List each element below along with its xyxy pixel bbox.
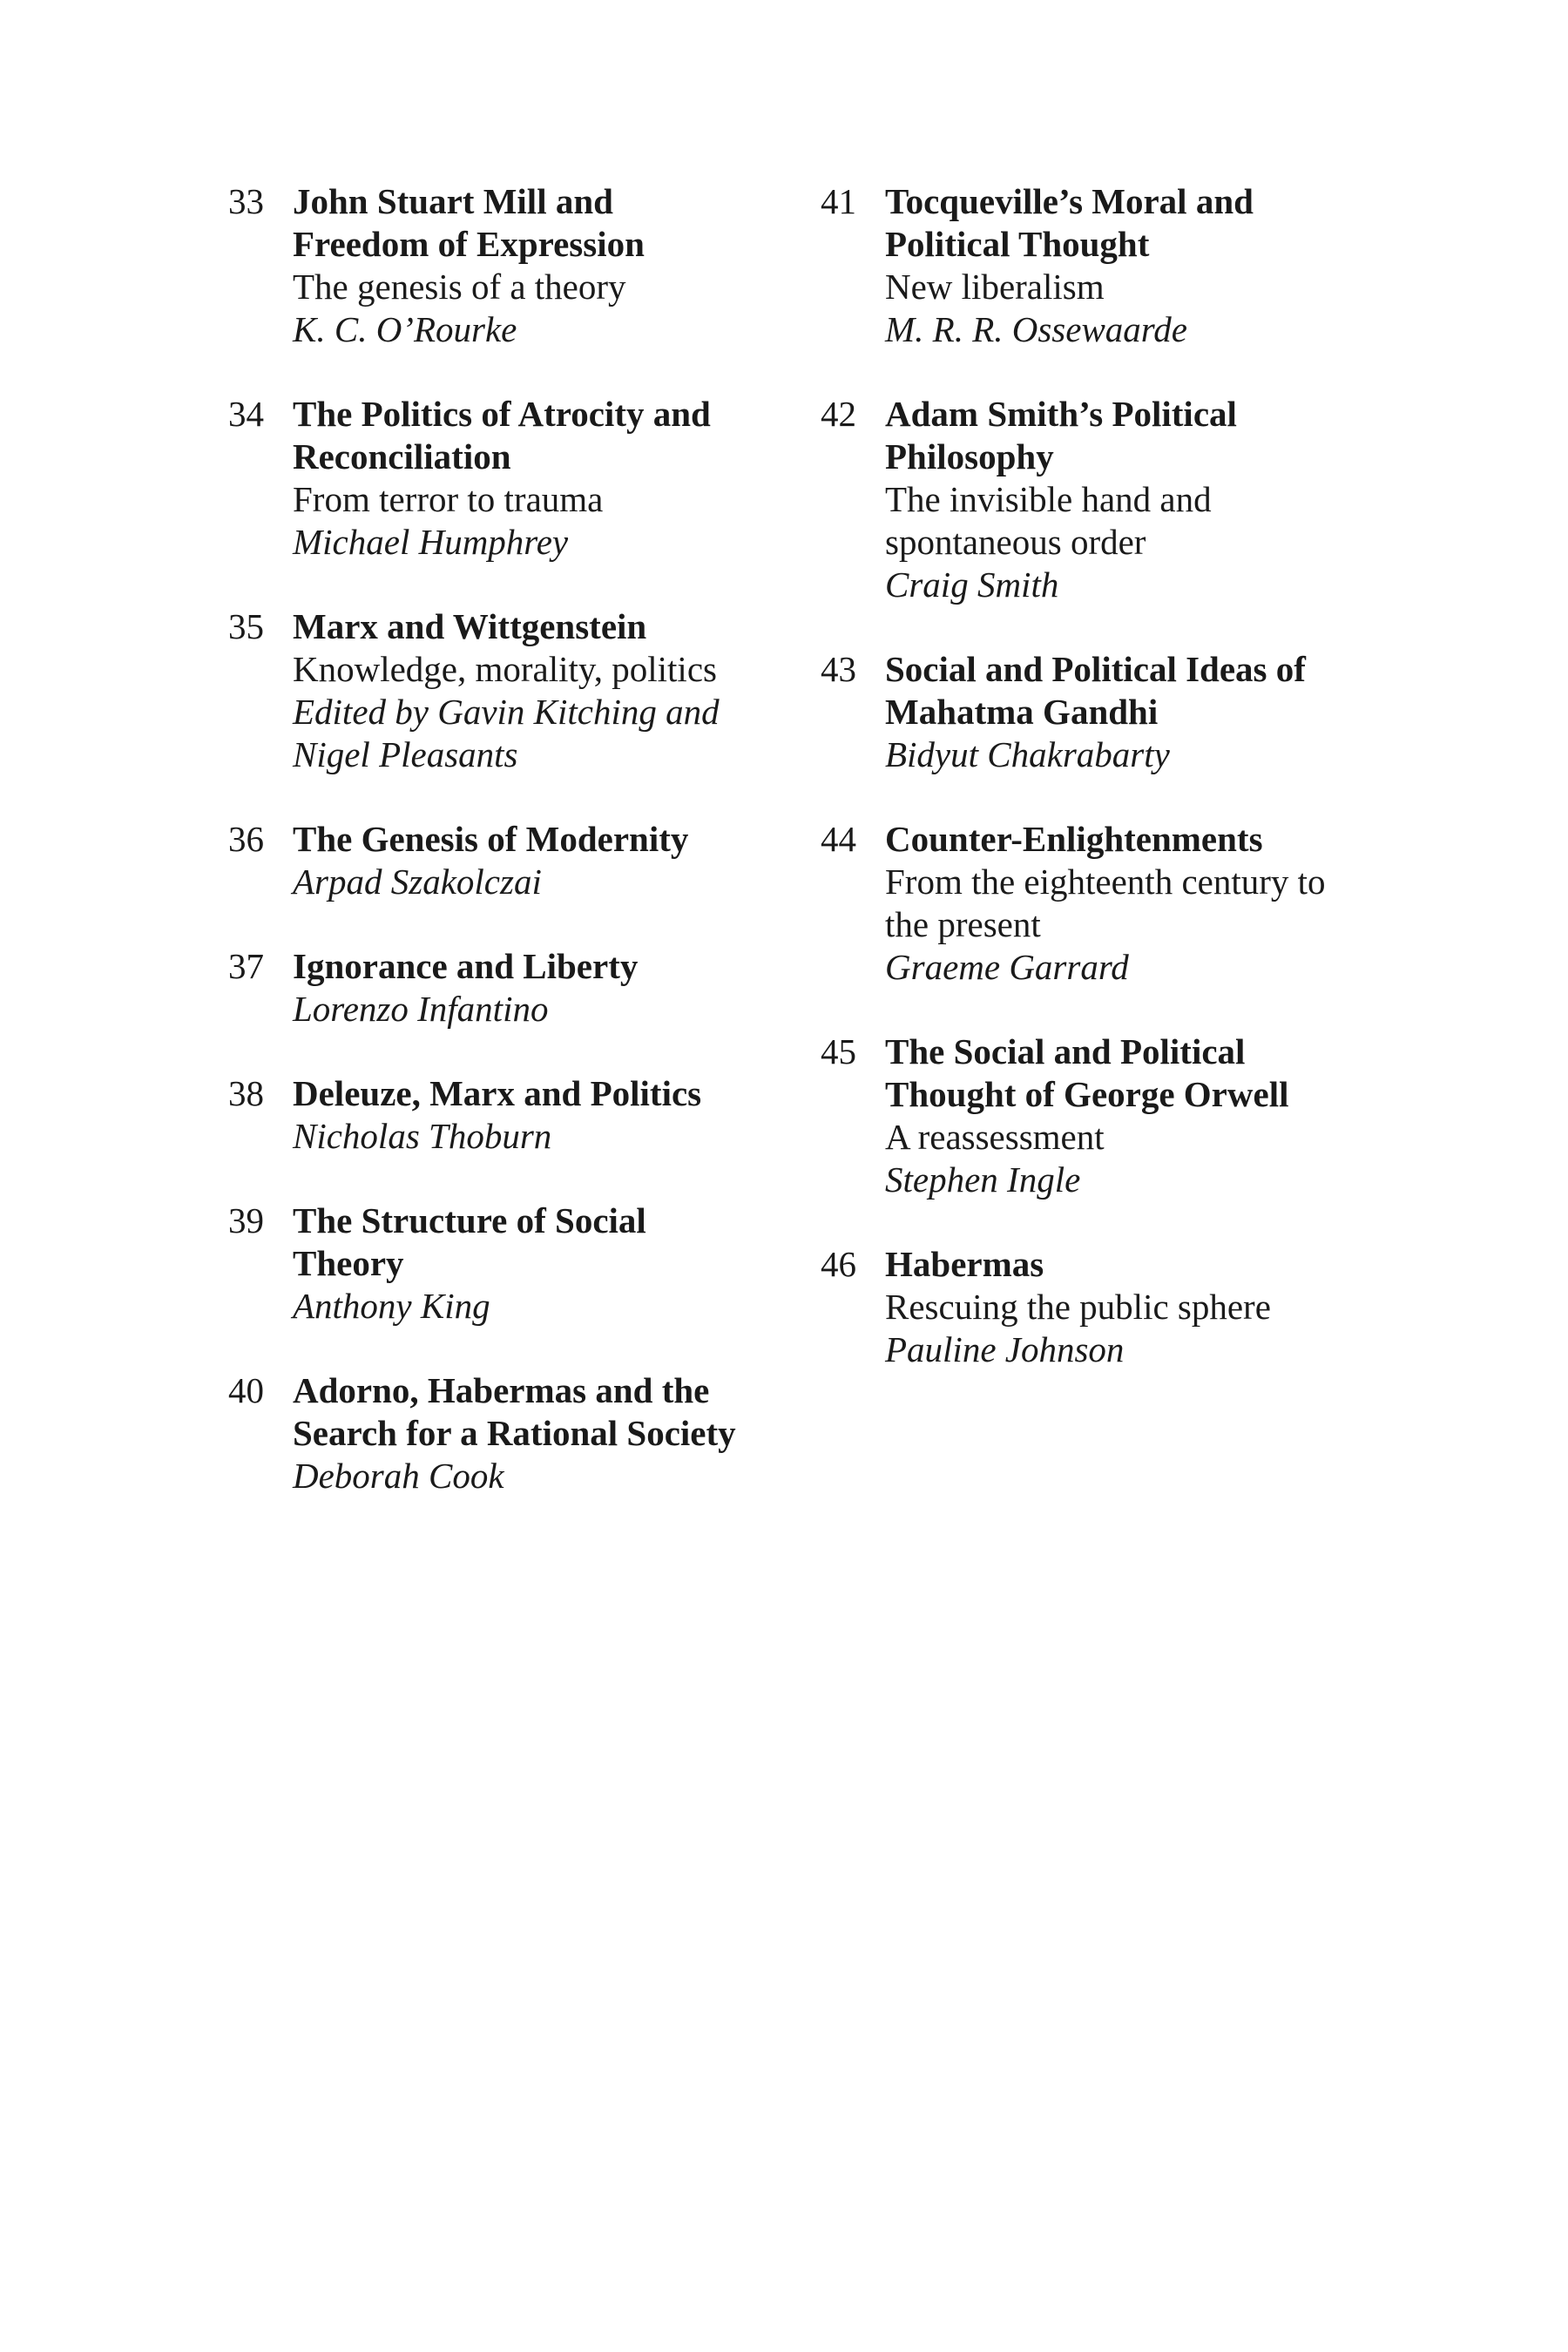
entry-author: Anthony King	[293, 1286, 490, 1326]
entry-title: The Social and Political Thought of George Orwell	[885, 1031, 1289, 1114]
entry-author: Graeme Garrard	[885, 947, 1129, 987]
entry-author: M. R. R. Ossewaarde	[885, 309, 1187, 349]
entry-subtitle: The genesis of a theory	[293, 267, 626, 307]
series-entry	[821, 648, 1369, 776]
series-entry	[821, 818, 1369, 989]
entry-number: 39	[228, 1200, 264, 1240]
entry-body	[293, 945, 777, 1031]
entry-body	[293, 605, 777, 776]
entry-title: The Politics of Atrocity and Reconciliation	[293, 394, 711, 476]
entry-body	[293, 180, 777, 351]
series-entry	[821, 1031, 1369, 1201]
entry-body	[293, 818, 777, 903]
series-list-left-column	[228, 180, 777, 1497]
entry-body	[293, 1369, 777, 1497]
entry-number: 46	[821, 1244, 856, 1284]
entry-body	[293, 393, 777, 564]
entry-number: 42	[821, 394, 856, 434]
entry-body	[293, 1072, 777, 1158]
entry-body	[885, 818, 1369, 989]
entry-title: The Structure of Social Theory	[293, 1200, 646, 1283]
entry-number: 44	[821, 819, 856, 859]
entry-number: 43	[821, 649, 856, 689]
entry-title: Deleuze, Marx and Politics	[293, 1073, 702, 1113]
entry-author: Lorenzo Infantino	[293, 989, 549, 1029]
entry-number: 37	[228, 946, 264, 986]
entry-author: Edited by Gavin Kitching and Nigel Pleasants	[293, 692, 720, 774]
entry-author: Stephen Ingle	[885, 1159, 1081, 1200]
entry-subtitle: Rescuing the public sphere	[885, 1287, 1271, 1327]
entry-number: 41	[821, 181, 856, 221]
entry-author: Deborah Cook	[293, 1456, 504, 1496]
entry-number: 34	[228, 394, 264, 434]
entry-number: 36	[228, 819, 264, 859]
entry-author: Craig Smith	[885, 564, 1059, 605]
entry-author: Pauline Johnson	[885, 1329, 1125, 1369]
entry-title: John Stuart Mill and Freedom of Expression	[293, 181, 645, 264]
series-entry	[228, 945, 777, 1031]
entry-body	[293, 1200, 777, 1328]
entry-author: Nicholas Thoburn	[293, 1116, 552, 1156]
entry-title: Adorno, Habermas and the Search for a Rational Society	[293, 1370, 736, 1453]
entry-author: K. C. O’Rourke	[293, 309, 517, 349]
entry-subtitle: Knowledge, morality, politics	[293, 649, 717, 689]
series-entry	[228, 1369, 777, 1497]
entry-title: Social and Political Ideas of Mahatma Gandhi	[885, 649, 1306, 732]
entry-title: Adam Smith’s Political Philosophy	[885, 394, 1237, 476]
entry-author: Michael Humphrey	[293, 522, 569, 562]
entry-subtitle: A reassessment	[885, 1117, 1105, 1157]
entry-subtitle: The invisible hand and spontaneous order	[885, 479, 1212, 562]
series-entry	[228, 1072, 777, 1158]
series-list-right-column	[821, 180, 1369, 1371]
entry-body	[885, 1031, 1369, 1201]
entry-author: Arpad Szakolczai	[293, 862, 542, 902]
series-entry	[228, 818, 777, 903]
entry-title: Habermas	[885, 1244, 1044, 1284]
entry-body	[885, 648, 1369, 776]
entry-title: Tocqueville’s Moral and Political Thought	[885, 181, 1254, 264]
entry-title: Ignorance and Liberty	[293, 946, 639, 986]
entry-body	[885, 393, 1369, 606]
entry-number: 38	[228, 1073, 264, 1113]
entry-subtitle: From the eighteenth century to the present	[885, 862, 1326, 944]
entry-number: 35	[228, 606, 264, 646]
entry-author: Bidyut Chakrabarty	[885, 734, 1170, 774]
entry-number: 33	[228, 181, 264, 221]
series-entry	[821, 393, 1369, 606]
entry-number: 40	[228, 1370, 264, 1410]
series-entry	[228, 605, 777, 776]
series-entry	[228, 393, 777, 564]
series-entry	[821, 180, 1369, 351]
series-entry	[228, 180, 777, 351]
series-entry	[821, 1243, 1369, 1371]
entry-title: The Genesis of Modernity	[293, 819, 689, 859]
series-entry	[228, 1200, 777, 1328]
entry-subtitle: New liberalism	[885, 267, 1105, 307]
entry-number: 45	[821, 1031, 856, 1071]
entry-body	[885, 1243, 1369, 1371]
entry-subtitle: From terror to trauma	[293, 479, 604, 519]
entry-title: Marx and Wittgenstein	[293, 606, 647, 646]
entry-body	[885, 180, 1369, 351]
entry-title: Counter-Enlightenments	[885, 819, 1263, 859]
